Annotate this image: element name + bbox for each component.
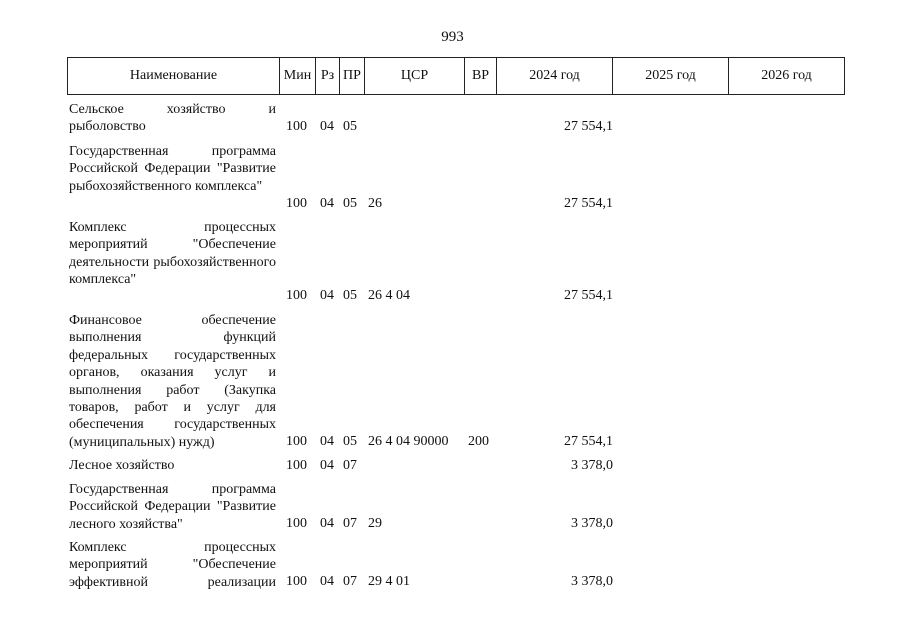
header-vr: ВР xyxy=(465,58,497,95)
row-rz: 04 xyxy=(320,434,334,449)
row-csr: 26 4 04 90000 xyxy=(368,434,449,449)
row-csr: 29 xyxy=(368,516,382,531)
row-pr: 05 xyxy=(343,434,357,449)
row-name: Лесное хозяйство xyxy=(69,458,175,473)
row-2024: 3 378,0 xyxy=(571,574,613,589)
row-csr: 26 xyxy=(368,196,382,211)
header-pr: ПР xyxy=(340,58,365,95)
row-pr: 07 xyxy=(343,574,357,589)
row-min: 100 xyxy=(286,288,307,303)
row-name: Государственная программа Российской Федерации "Развитие рыбохозяйственного комплекса" xyxy=(69,144,276,194)
row-pr: 07 xyxy=(343,458,357,473)
row-csr: 26 4 04 xyxy=(368,288,410,303)
header-min: Мин xyxy=(280,58,316,95)
row-2024: 3 378,0 xyxy=(571,516,613,531)
table-header xyxy=(67,57,845,95)
row-min: 100 xyxy=(286,516,307,531)
header-name: Наименование xyxy=(68,58,280,95)
row-rz: 04 xyxy=(320,196,334,211)
row-rz: 04 xyxy=(320,288,334,303)
row-name: Государственная программа Российской Федерации "Развитие лесного хозяйства" xyxy=(69,482,276,532)
row-2024: 3 378,0 xyxy=(571,458,613,473)
row-pr: 07 xyxy=(343,516,357,531)
row-rz: 04 xyxy=(320,119,334,134)
row-2024: 27 554,1 xyxy=(564,196,613,211)
row-rz: 04 xyxy=(320,516,334,531)
header-2025: 2025 год xyxy=(613,58,729,95)
row-min: 100 xyxy=(286,574,307,589)
row-2024: 27 554,1 xyxy=(564,434,613,449)
row-csr: 29 4 01 xyxy=(368,574,410,589)
page-number: 993 xyxy=(441,29,464,45)
header-2024: 2024 год xyxy=(497,58,613,95)
row-rz: 04 xyxy=(320,574,334,589)
row-2024: 27 554,1 xyxy=(564,119,613,134)
row-name: Сельское хозяйство и рыболовство xyxy=(69,102,276,135)
row-vr: 200 xyxy=(468,434,489,449)
header-rz: Рз xyxy=(316,58,340,95)
row-rz: 04 xyxy=(320,458,334,473)
row-name: Финансовое обеспечение выполнения функций федеральных государственных органов, оказания услуг и выполнения работ (Закупка товаров, работ и услуг для обеспечения государственных (муниципальных) нужд) xyxy=(69,313,276,450)
row-min: 100 xyxy=(286,196,307,211)
header-csr: ЦСР xyxy=(365,58,465,95)
row-name: Комплекс процессных мероприятий "Обеспечение эффективной реализации xyxy=(69,540,276,590)
row-pr: 05 xyxy=(343,288,357,303)
row-2024: 27 554,1 xyxy=(564,288,613,303)
row-min: 100 xyxy=(286,119,307,134)
row-pr: 05 xyxy=(343,196,357,211)
row-pr: 05 xyxy=(343,119,357,134)
row-name: Комплекс процессных мероприятий "Обеспечение деятельности рыбохозяйственного комплекса" xyxy=(69,220,276,288)
row-min: 100 xyxy=(286,434,307,449)
row-min: 100 xyxy=(286,458,307,473)
header-2026: 2026 год xyxy=(729,58,845,95)
